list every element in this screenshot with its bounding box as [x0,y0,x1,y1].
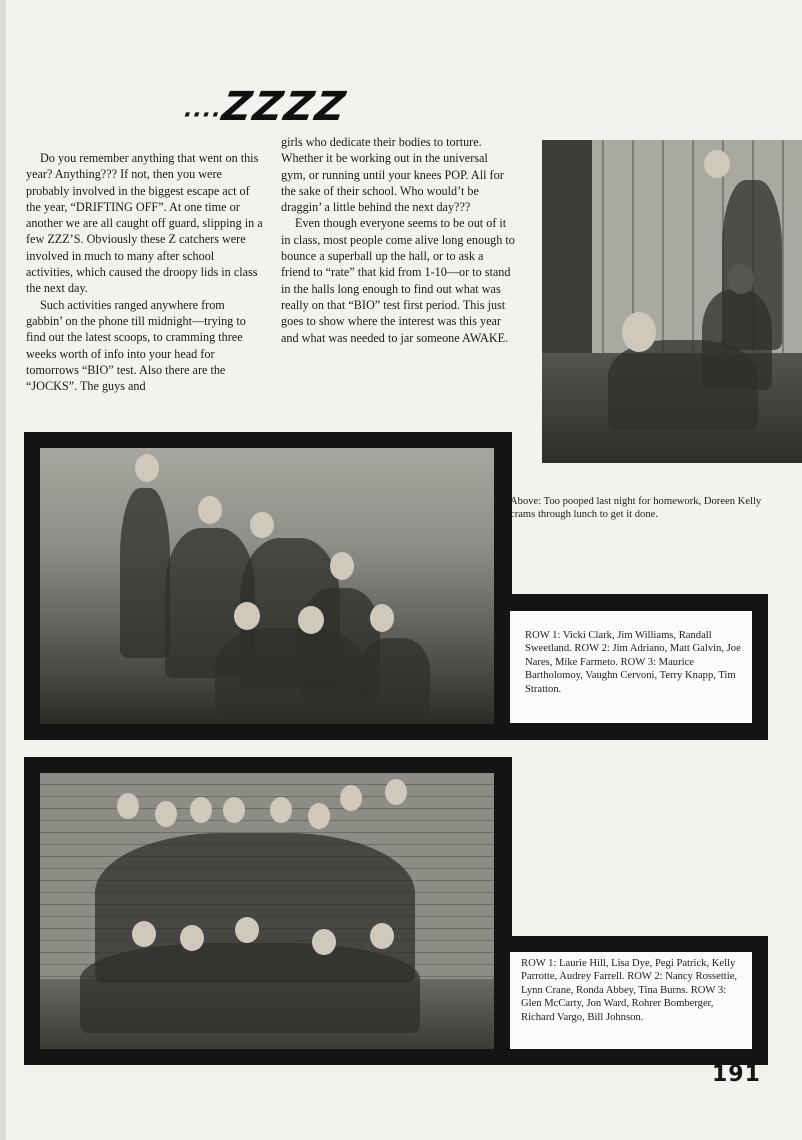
photo-group-1 [40,448,494,724]
photo-group-2 [40,773,494,1049]
paragraph: Even though everyone seems to be out of it in class, most people come alive long enough to bounce a superball up the hall, or to ask a friend to “rate” that kid from 1-10—or to stand in the halls long enough to find out what was really on that “BIO” test first period. This just goes to show where the interest was this year and what was needed to jar someone AWAKE. [281,216,515,345]
title-text: ZZZZ [219,84,350,130]
paragraph: Such activities ranged anywhere from gabbin’ on the phone till midnight—trying to find out the latest scoops, to cramming three weeks worth of info into your head for tomorrows “BIO” test. Also there are the “JOCKS”. The guys and [26,297,246,394]
caption-group-1: ROW 1: Vicki Clark, Jim Williams, Randall Sweetland. ROW 2: Jim Adriano, Matt Galvin, Joe Nares, Mike Farmeto. ROW 3: Maurice Bartholomoy, Vaughn Cervoni, Terry Knapp, Tim Stratton. [525,630,741,695]
caption-group-2: ROW 1: Laurie Hill, Lisa Dye, Pegi Patrick, Kelly Parrotte, Audrey Farrell. ROW 2: Nancy Rossettie, Lynn Crane, Ronda Abbey, Tina Burns. ROW 3: Glen McCarty, Jon Ward, Rohrer Bomberger, Richard Vargo, Bill Johnson. [521,958,738,1023]
title-dots: .... [182,97,224,123]
page-title [182,84,350,130]
page-number: 191 [712,1062,761,1087]
page-binding-edge [0,0,6,1140]
article-column-2 [281,134,515,346]
photo-student-studying [542,140,802,463]
paragraph: Do you remember anything that went on this year? Anything??? If not, then you were probably involved in the biggest escape act of the year, “DRIFTING OFF”. At one time or another we are all caught off guard, slipping in a few ZZZ’S. Obviously these Z catchers were involved in much to many after school activities, which caused the droopy lids in class the next day. [26,151,263,296]
caption-studying-photo: Above: Too pooped last night for homework, Doreen Kelly crams through lunch to get it done. [510,496,762,521]
article-column-1 [26,150,264,394]
paragraph: girls who dedicate their bodies to torture. Whether it be working out in the universal gym, or running until your knees POP. All for the sake of their school. Who would’t be draggin’ a little behind the next day??? [281,135,504,215]
